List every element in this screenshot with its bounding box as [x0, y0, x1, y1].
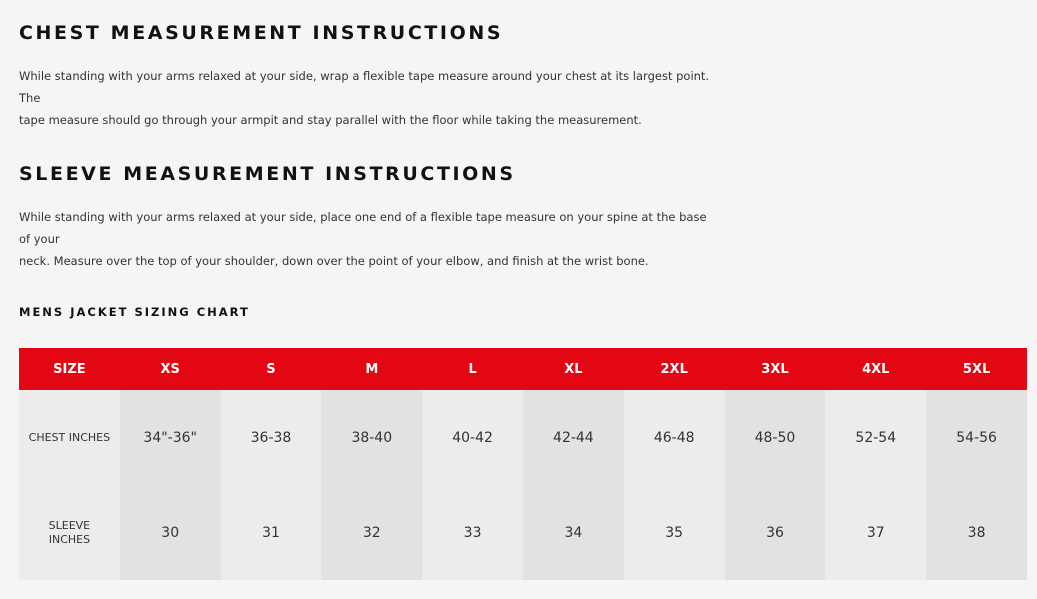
chest-instructions-heading: CHEST MEASUREMENT INSTRUCTIONS [19, 22, 504, 44]
chest-value-3xl: 48-50 [725, 390, 826, 485]
chest-value-s: 36-38 [221, 390, 322, 485]
size-header-label: SIZE [19, 348, 120, 390]
size-header-s: S [221, 348, 322, 390]
sleeve-instructions-text [19, 206, 719, 272]
sleeve-label-line-2: INCHES [48, 532, 91, 546]
sizing-chart-table [19, 348, 1027, 580]
chest-inches-label: CHEST INCHES [19, 390, 120, 485]
sleeve-value-xl: 34 [523, 485, 624, 580]
chest-value-5xl: 54-56 [926, 390, 1027, 485]
sleeve-inches-row [19, 485, 1027, 580]
size-header-m: M [321, 348, 422, 390]
sleeve-value-m: 32 [321, 485, 422, 580]
sleeve-value-4xl: 37 [825, 485, 926, 580]
chest-instructions-line-1: While standing with your arms relaxed at your side, wrap a flexible tape measure around your chest at its largest point. The [19, 69, 710, 105]
chest-instructions-text [19, 65, 719, 131]
chest-instructions-line-2: tape measure should go through your armpit and stay parallel with the floor while taking the measurement. [19, 113, 642, 127]
sleeve-label-line-1: SLEEVE [48, 518, 91, 532]
sleeve-value-l: 33 [422, 485, 523, 580]
sizing-chart-title: MENS JACKET SIZING CHART [19, 305, 250, 319]
size-header-3xl: 3XL [725, 348, 826, 390]
sleeve-inches-label [19, 485, 120, 580]
chest-inches-row [19, 390, 1027, 485]
size-header-row [19, 348, 1027, 390]
chest-value-xs: 34"-36" [120, 390, 221, 485]
size-header-xs: XS [120, 348, 221, 390]
sleeve-value-2xl: 35 [624, 485, 725, 580]
sleeve-value-s: 31 [221, 485, 322, 580]
sleeve-value-3xl: 36 [725, 485, 826, 580]
chest-value-m: 38-40 [321, 390, 422, 485]
size-header-5xl: 5XL [926, 348, 1027, 390]
chest-value-4xl: 52-54 [825, 390, 926, 485]
size-header-xl: XL [523, 348, 624, 390]
size-header-4xl: 4XL [825, 348, 926, 390]
chest-value-xl: 42-44 [523, 390, 624, 485]
sleeve-value-xs: 30 [120, 485, 221, 580]
sleeve-value-5xl: 38 [926, 485, 1027, 580]
size-header-2xl: 2XL [624, 348, 725, 390]
sleeve-instructions-heading: SLEEVE MEASUREMENT INSTRUCTIONS [19, 163, 516, 185]
sleeve-instructions-line-2: neck. Measure over the top of your shoulder, down over the point of your elbow, and finish at the wrist bone. [19, 254, 649, 268]
size-header-l: L [422, 348, 523, 390]
sleeve-instructions-line-1: While standing with your arms relaxed at your side, place one end of a flexible tape measure on your spine at the base of your [19, 210, 707, 246]
chest-value-2xl: 46-48 [624, 390, 725, 485]
chest-value-l: 40-42 [422, 390, 523, 485]
